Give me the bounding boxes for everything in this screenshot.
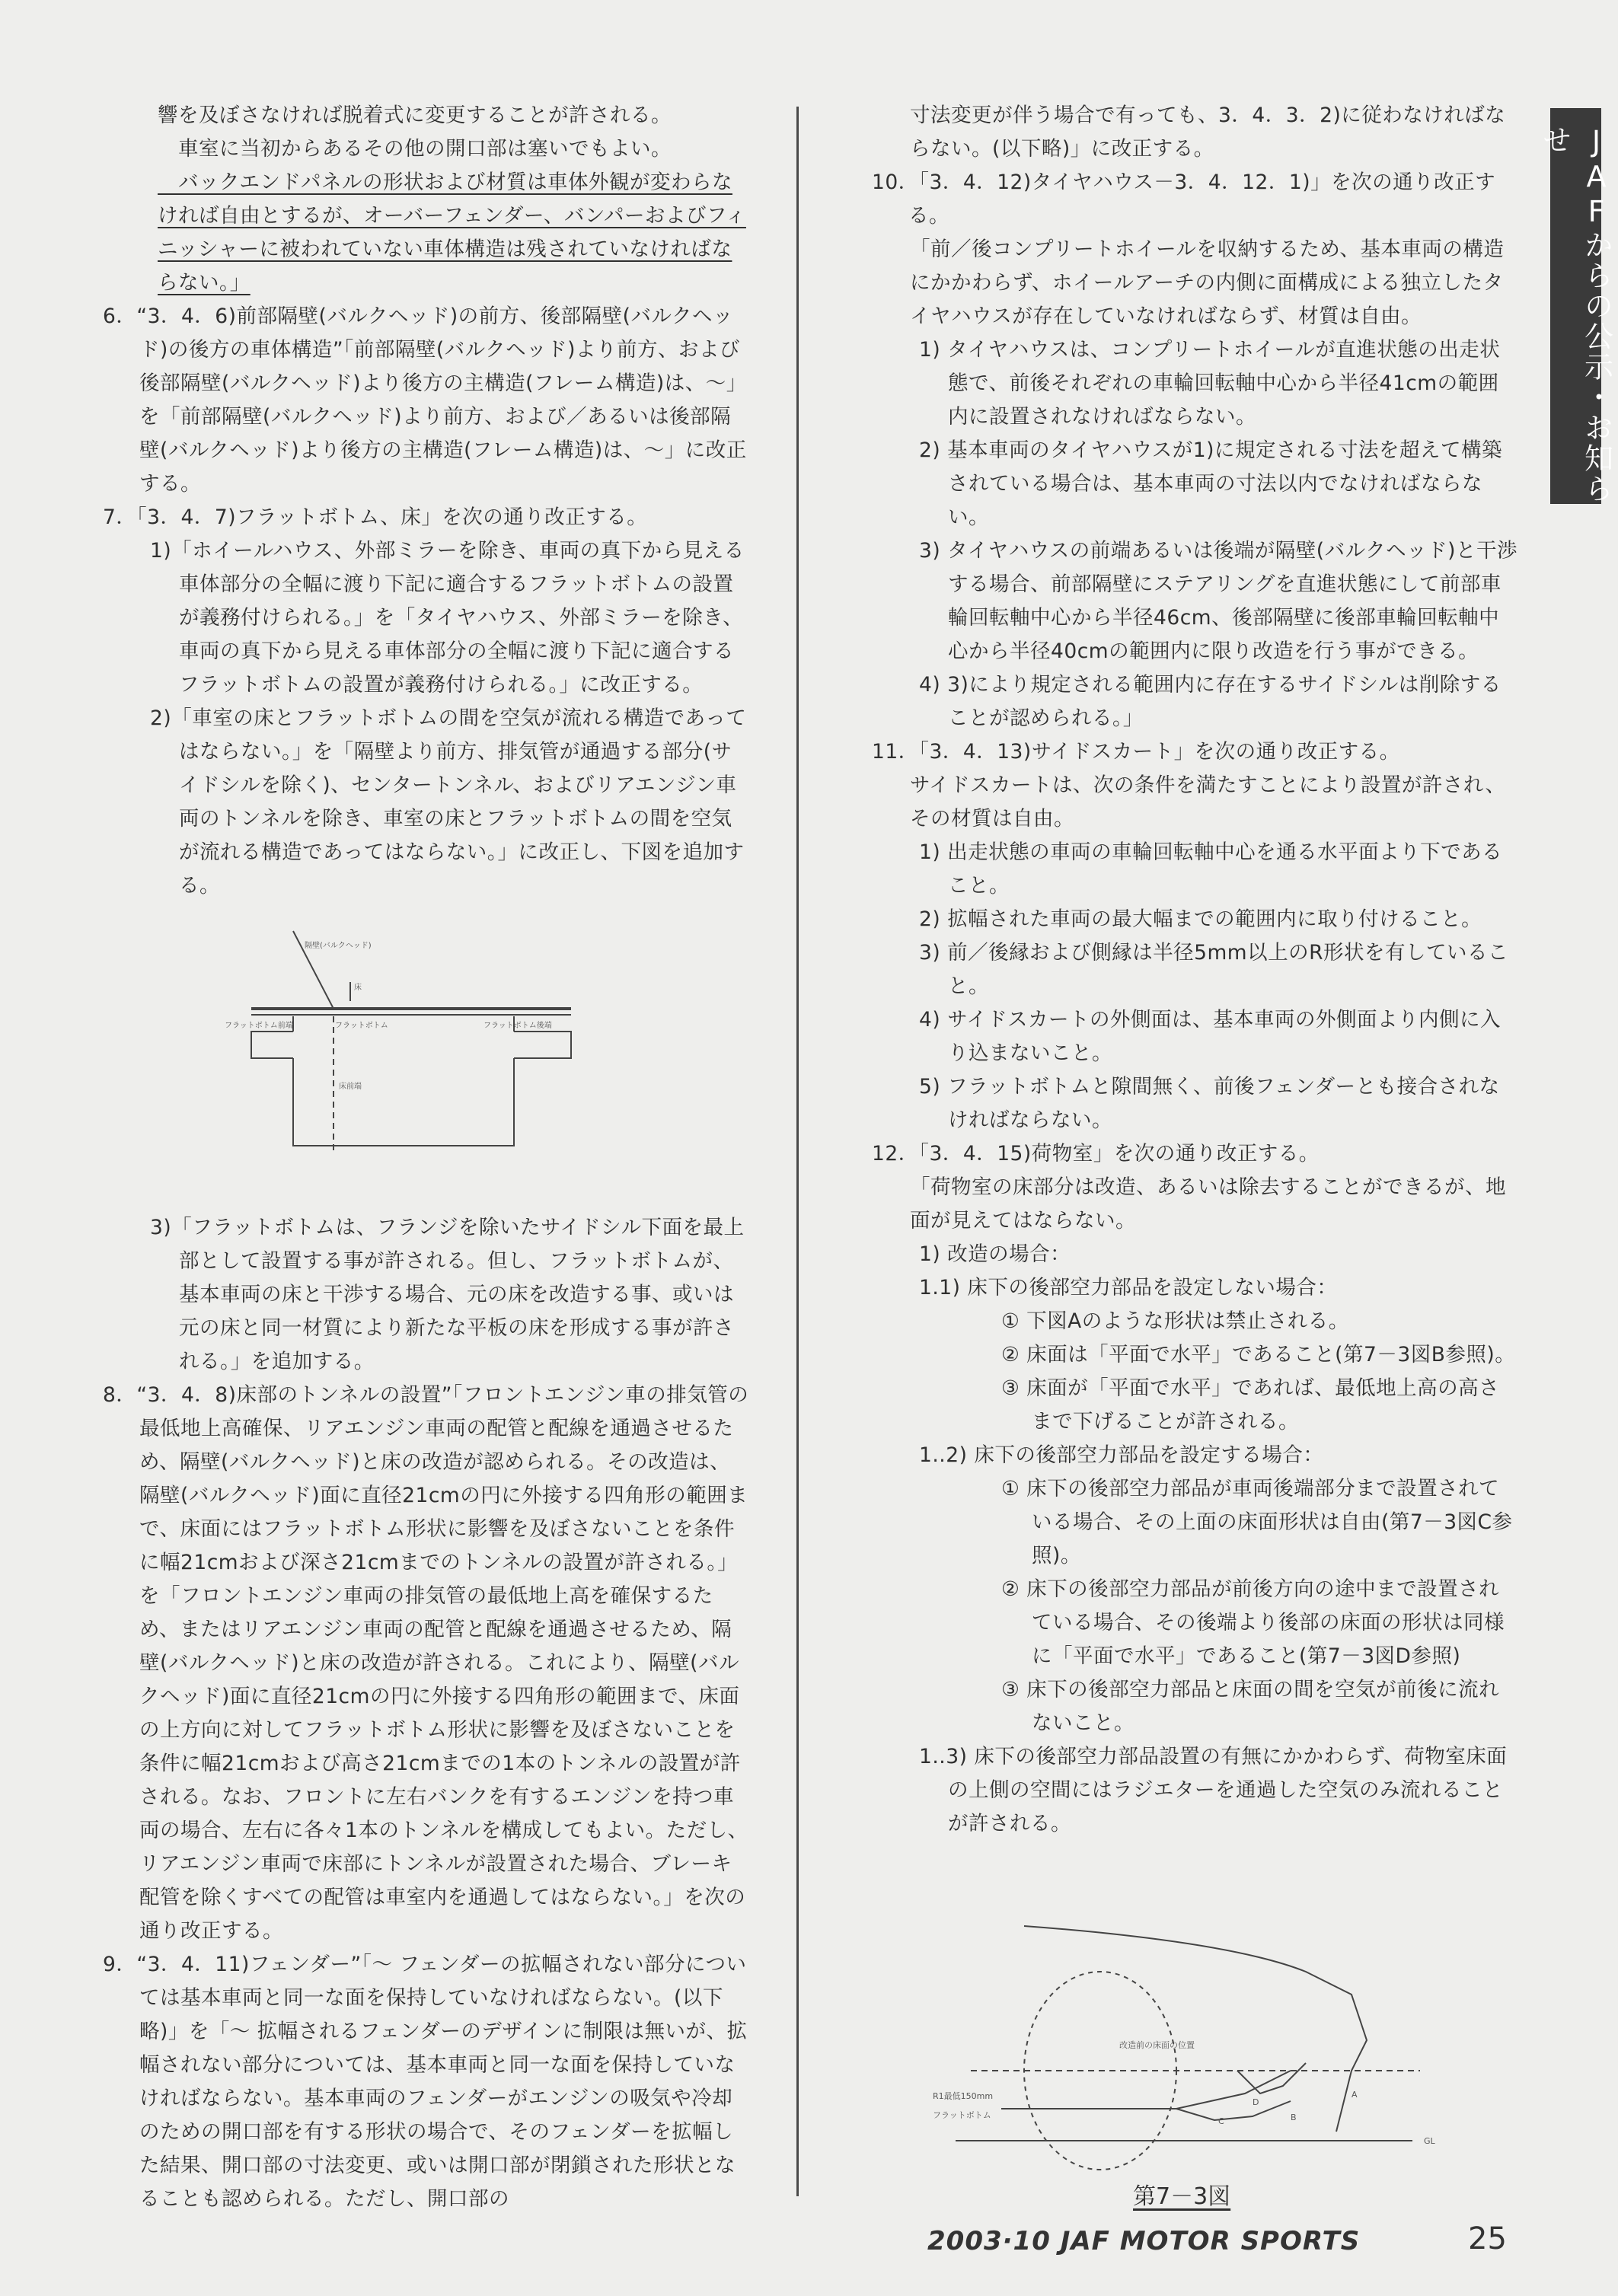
left-column-top-text (103, 99, 750, 903)
label-fb-front: フラットボトム前端 (225, 1022, 293, 1030)
paragraph: ② 床面は「平面で水平」であること(第7－3図B参照)。 (1001, 1343, 1516, 1366)
page-number: 25 (1468, 2221, 1507, 2256)
paragraph: 4) サイドスカートの外側面は、基本車両の外側面より内側に入り込まないこと。 (919, 1008, 1502, 1065)
paragraph: 1) 出走状態の車両の車輪回転軸中心を通る水平面より下であること。 (919, 840, 1503, 898)
paragraph: ① 下図Aのような形状は禁止される。 (1001, 1309, 1349, 1333)
paragraph: 7．「3．4．7)フラットボトム、床」を次の通り改正する。 (103, 505, 648, 529)
paragraph: 2) 基本車両のタイヤハウスが1)に規定される寸法を超えて構築されている場合は、基本車両の寸法以内でなければならない。 (919, 438, 1502, 529)
paragraph: 10．「3．4．12)タイヤハウス－3．4．12．1)」を次の通り改正する。 (872, 171, 1496, 228)
paragraph: 8．“3．4．8)床部のトンネルの設置”「フロントエンジン車の排気管の最低地上高確保、リアエンジン車両の配管と配線を通過させるため、隔壁(バルクヘッド)と床の改造が認められる。その改造は、隔壁(バルクヘッド)面に直径21cmの円に外接する四角形の範囲まで、床面にはフラットボトム形状に影響を及ぼさないことを条件に幅21cmおよび深さ21cmまでのトンネルの設置が許される。」を「フロントエンジン車両の排気管の最低地上高を確保するため、またはリアエンジン車両の配管と配線を通過させるため、隔壁(バルクヘッド)と床の改造が許される。これにより、隔壁(バルクヘッド)面に直径21cmの円に外接する四角形の範囲まで、床面の上方向に対してフラットボトム形状に影響を及ぼさないことを条件に幅21cmおよび高さ21cmまでの1本のトンネルの設置が許される。なお、フロントに左右バンクを有するエンジンを持つ車両の場合、左右に各々1本のトンネルを構成してもよい。ただし、リアエンジン車両で床部にトンネルが設置された場合、ブレーキ配管を除くすべての配管は車室内を通過してはならない。」を次の通り改正する。 (103, 1383, 749, 1943)
paragraph: ③ 床下の後部空力部品と床面の間を空気が前後に流れないこと。 (1001, 1678, 1500, 1735)
paragraph: 2)「車室の床とフラットボトムの間を空気が流れる構造であってはならない。」を「隔壁より前方、排気管が通過する部分(サイドシルを除く)、センタートンネル、およびリアエンジン車両のトンネルを除き、車室の床とフラットボトムの間を空気が流れる構造であってはならない。」に改正し、下図を追加する。 (150, 706, 747, 898)
letter-d: D (1253, 2097, 1259, 2107)
paragraph: 響を及ぼさなければ脱着式に変更することが許される。 (158, 104, 672, 127)
label-bulkhead: 隔壁(バルクヘッド) (305, 942, 372, 950)
paragraph: 5) フラットボトムと隙間無く、前後フェンダーとも接合されなければならない。 (919, 1075, 1500, 1132)
paragraph: 1..2) 床下の後部空力部品を設定する場合： (919, 1443, 1324, 1467)
paragraph: 11．「3．4．13)サイドスカート」を次の通り改正する。 (872, 740, 1400, 764)
rear-step (514, 1032, 571, 1058)
diffuser-line (1176, 2101, 1291, 2120)
label-gl: GL (1424, 2136, 1435, 2146)
paragraph: 2) 拡幅された車両の最大幅までの範囲内に取り付けること。 (919, 907, 1482, 931)
label-floor-front: 床前端 (339, 1083, 362, 1091)
paragraph: 1)「ホイールハウス、外部ミラーを除き、車両の真下から見える車体部分の全幅に渡り下記に適合するフラットボトムの設置が義務付けられる。」を「タイヤハウス、外部ミラーを除き、車両の真下から見える車体部分の全幅に渡り下記に適合するフラットボトムの設置が義務付けられる。」に改正する。 (150, 539, 745, 697)
paragraph: 「荷物室の床部分は改造、あるいは除去することができるが、地面が見えてはならない。 (910, 1175, 1506, 1233)
label-before: 改造前の床面の位置 (1119, 2040, 1195, 2050)
paragraph: 3)「フラットボトムは、フランジを除いたサイドシル下面を最上部として設置する事が許される。但し、フラットボトムが、基本車両の床と干渉する場合、元の床を改造する事、或いは元の床と同一材質により新たな平板の床を形成する事が許される。」を追加する。 (150, 1216, 745, 1373)
figure-caption: 第7－3図 (1133, 2183, 1231, 2210)
magazine-footer: 2003·10 JAF MOTOR SPORTS (927, 2226, 1361, 2256)
label-r: R1最低150mm (933, 2091, 994, 2101)
left-column-bottom-text (103, 1211, 750, 2216)
letter-a: A (1352, 2090, 1358, 2100)
paragraph: バックエンドパネルの形状および材質は車体外観が変わらなければ自由とするが、オーバーフェンダー、バンパーおよびフィニッシャーに被われていない車体構造は残されていなければならない。」 (158, 171, 746, 295)
letter-c: C (1218, 2116, 1224, 2126)
paragraph: 1) 改造の場合： (919, 1242, 1071, 1266)
paragraph: 1) タイヤハウスは、コンプリートホイールが直進状態の出走状態で、前後それぞれの車輪回転軸中心から半径41cmの範囲内に設置されなければならない。 (919, 338, 1501, 429)
body-outline-lower (293, 1058, 514, 1146)
column-divider (796, 107, 799, 2196)
paragraph: 3) タイヤハウスの前端あるいは後端が隔壁(バルクヘッド)と干渉する場合、前部隔壁にステアリングを直進状態にして前部車輪回転軸中心から半径46cm、後部隔壁に後部車輪回転軸中心から半径40cmの範囲内に限り改造を行う事ができる。 (919, 539, 1517, 663)
flat-bottom-diagram (221, 925, 586, 1176)
paragraph: 車室に当初からあるその他の開口部は塞いでもよい。 (158, 137, 672, 161)
label-floor: 床 (354, 984, 362, 992)
paragraph: 寸法変更が伴う場合で有っても、3．4．3．2)に従わなければならない。(以下略)」に改正する。 (910, 104, 1506, 161)
paragraph: 4) 3)により規定される範囲内に存在するサイドシルは削除することが認められる。」 (919, 673, 1502, 730)
paragraph: 12．「3．4．15)荷物室」を次の通り改正する。 (872, 1142, 1320, 1166)
car-body-outline (1024, 1926, 1367, 2132)
paragraph: 1.1) 床下の後部空力部品を設定しない場合： (919, 1276, 1338, 1299)
rear-shape (1237, 2063, 1306, 2094)
paragraph: 9．“3．4．11)フェンダー”「～ フェンダーの拡幅されない部分については基本車両と同一な面を保持していなければならない。(以下略)」を「～ 拡幅されるフェンダーのデザインに制限は無いが、拡幅されない部分については、基本車両と同一な面を保持していなければならない。基本車両のフェンダーがエンジンの吸気や冷却のための開口部を有する形状の場合で、そのフェンダーを拡幅した結果、開口部の寸法変更、或いは開口部が閉鎖された形状となることも認められる。ただし、開口部の (103, 1953, 748, 2211)
section-tab: JAFからの公示・お知らせ (1550, 108, 1601, 504)
paragraph: 「前／後コンプリートホイールを収納するため、基本車両の構造にかかわらず、ホイールアーチの内側に面構成による独立したタイヤハウスが存在していなければならず、材質は自由。 (910, 238, 1505, 328)
right-column (872, 99, 1519, 1841)
paragraph: ① 床下の後部空力部品が車両後端部分まで設置されている場合、その上面の床面形状は自由(第7－3図C参照)。 (1001, 1477, 1513, 1567)
label-flat-bottom: フラットボトム (335, 1022, 388, 1030)
trunk-floor-diagram (925, 1918, 1458, 2170)
label-fb-rear: フラットボトム後端 (483, 1022, 552, 1030)
paragraph: ③ 床面が「平面で水平」であれば、最低地上高の高さまで下げることが許される。 (1001, 1376, 1500, 1433)
paragraph: ② 床下の後部空力部品が前後方向の途中まで設置されている場合、その後端より後部の床面の形状は同様に「平面で水平」であること(第7－3図D参照) (1001, 1577, 1505, 1668)
paragraph: サイドスカートは、次の条件を満たすことにより設置が許され、その材質は自由。 (910, 773, 1506, 831)
front-step (251, 1032, 293, 1058)
paragraph: 6．“3．4．6)前部隔壁(バルクヘッド)の前方、後部隔壁(バルクヘッド)の後方の車体構造”「前部隔壁(バルクヘッド)より前方、および後部隔壁(バルクヘッド)より後方の主構造(フレーム構造)は、～」を「前部隔壁(バルクヘッド)より前方、および／あるいは後部隔壁(バルクヘッド)より後方の主構造(フレーム構造)は、～」に改正する。 (103, 305, 747, 496)
paragraph: 1..3) 床下の後部空力部品設置の有無にかかわらず、荷物室床面の上側の空間にはラジエターを通過した空気のみ流れることが許される。 (919, 1745, 1508, 1835)
letter-b: B (1291, 2113, 1297, 2122)
flat-bottom-line (1001, 2071, 1291, 2109)
label-fb: フラットボトム (933, 2110, 991, 2120)
paragraph: 3) 前／後縁および側縁は半径5mm以上のR形状を有していること。 (919, 941, 1509, 998)
